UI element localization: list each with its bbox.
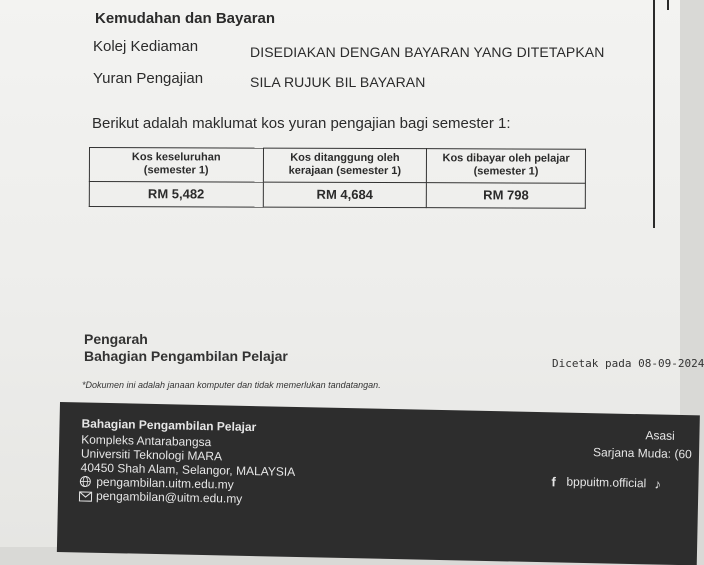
government-cost-value: RM 4,684 bbox=[263, 182, 427, 208]
header-student-cost: Kos dibayar oleh pelajar (semester 1) bbox=[427, 149, 586, 183]
tiktok-icon[interactable]: ♪ bbox=[654, 476, 661, 491]
footer-address-line: Universiti Teknologi MARA bbox=[81, 446, 222, 463]
footer-address-line: 40450 Shah Alam, Selangor, MALAYSIA bbox=[80, 460, 295, 478]
printed-date: Dicetak pada 08-09-2024 bbox=[552, 357, 704, 370]
footer-right-text: Asasi bbox=[645, 428, 675, 443]
footer-right-text: Sarjana Muda: (60 bbox=[593, 445, 692, 461]
footer-title: Bahagian Pengambilan Pelajar bbox=[81, 416, 256, 434]
cost-intro-text: Berikut adalah maklumat kos yuran pengajian bagi semester 1: bbox=[92, 115, 511, 132]
total-cost-value: RM 5,482 bbox=[89, 181, 263, 207]
student-cost-value: RM 798 bbox=[427, 182, 586, 208]
kolej-kediaman-label: Kolej Kediaman bbox=[93, 38, 198, 55]
section-title: Kemudahan dan Bayaran bbox=[95, 10, 275, 27]
footer-band bbox=[57, 402, 700, 565]
header-total-cost: Kos keseluruhan (semester 1) bbox=[89, 148, 263, 182]
page-edge-mark bbox=[667, 0, 669, 10]
mail-icon bbox=[79, 490, 92, 504]
signature-role: Pengarah bbox=[84, 331, 148, 347]
yuran-pengajian-value: SILA RUJUK BIL BAYARAN bbox=[250, 74, 425, 90]
globe-icon bbox=[79, 475, 91, 490]
facebook-icon[interactable]: f bbox=[551, 474, 556, 489]
website-link[interactable]: pengambilan.uitm.edu.my bbox=[96, 475, 234, 492]
cost-table-value-row bbox=[89, 181, 585, 208]
disclaimer-note: *Dokumen ini adalah janaan komputer dan tidak memerlukan tandatangan. bbox=[82, 380, 381, 390]
signature-department: Bahagian Pengambilan Pelajar bbox=[84, 348, 288, 364]
cost-table bbox=[89, 147, 586, 209]
header-government-cost: Kos ditanggung oleh kerajaan (semester 1) bbox=[263, 148, 427, 182]
footer-address-line: Kompleks Antarabangsa bbox=[81, 432, 211, 449]
kolej-kediaman-value: DISEDIAKAN DENGAN BAYARAN YANG DITETAPKAN bbox=[250, 44, 604, 60]
yuran-pengajian-label: Yuran Pengajian bbox=[93, 70, 203, 87]
email-link[interactable]: pengambilan@uitm.edu.my bbox=[96, 489, 243, 506]
page-edge-line bbox=[653, 0, 655, 228]
social-handle[interactable]: bppuitm.official bbox=[566, 475, 646, 491]
cost-table-header-row bbox=[89, 148, 585, 183]
